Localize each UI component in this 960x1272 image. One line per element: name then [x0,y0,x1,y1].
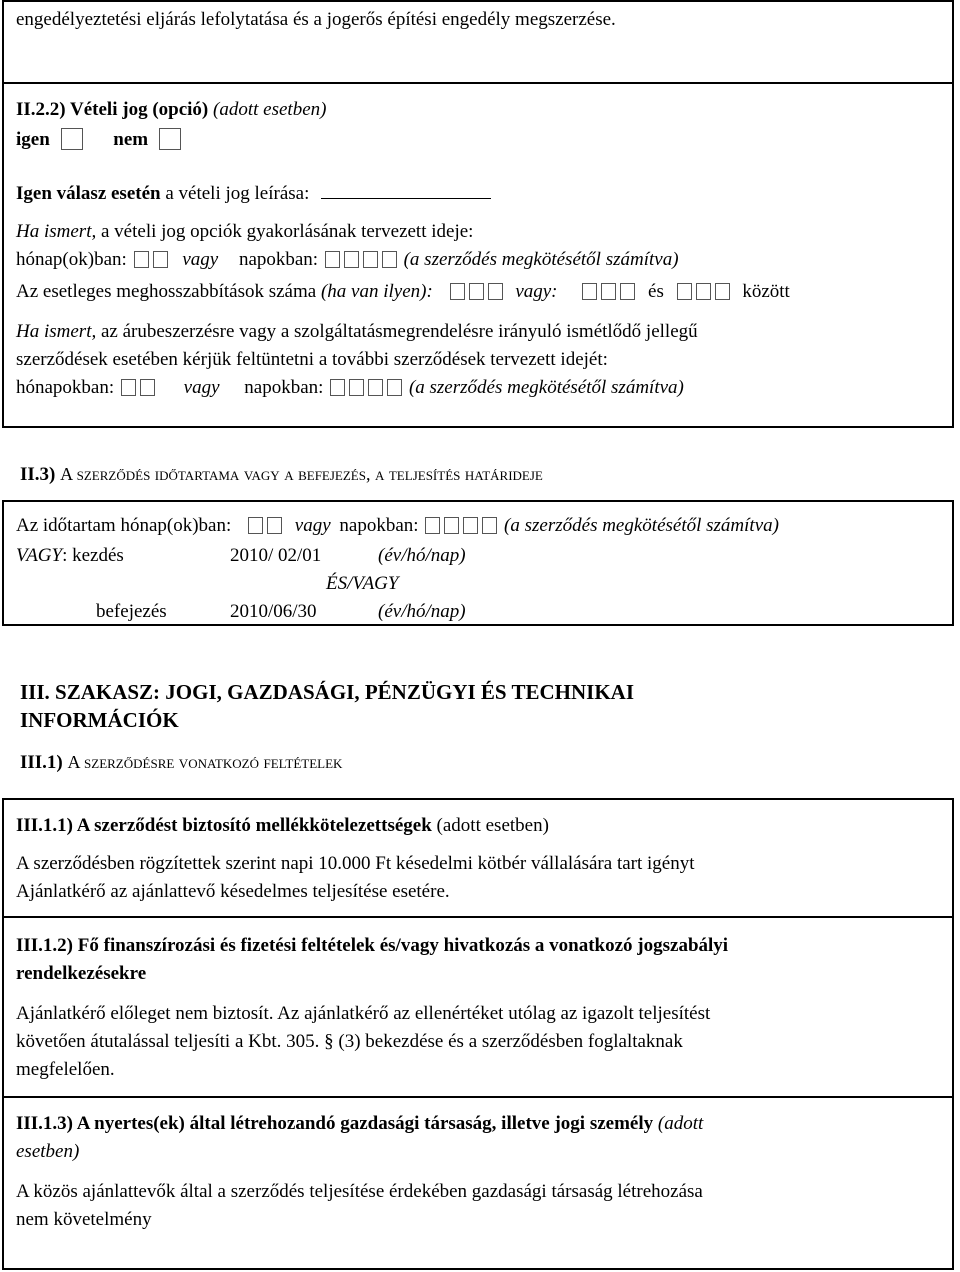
igen-checkbox[interactable] [61,128,83,150]
description-blank[interactable] [321,184,491,199]
iii13-heading1: III.1.3) A nyertes(ek) által létrehozandó gazdasági társaság, illetve jogi személy (adott [16,1113,704,1134]
iii-title-line1: III. SZAKASZ: JOGI, GAZDASÁGI, PÉNZÜGYI ÉS TECHNIKAI [20,680,635,704]
honap-line: hónap(ok)ban: vagy napokban: (a szerződés megkötésétől számítva) [16,249,679,270]
ha-ismert2-line: Ha ismert, az árubeszerzésre vagy a szolgáltatásmegrendelésre irányuló ismétlődő jellegű [16,321,698,342]
section-top-box [2,0,954,84]
duration-month-boxes[interactable] [246,514,284,538]
ext-count-boxes[interactable] [448,280,505,304]
kezdes-date: 2010/ 02/01 [230,545,322,566]
month-boxes[interactable] [132,248,170,272]
iii-title-line2: INFORMÁCIÓK [20,708,179,732]
divider-2 [4,1096,952,1098]
ext-min-boxes[interactable] [580,280,637,304]
duration-day-boxes[interactable] [423,514,499,538]
befejezes-label: befejezés [96,601,167,622]
iii12-body1: Ajánlatkérő előleget nem biztosít. Az ajánlatkérő az ellenértéket utólag az igazolt teljesítést [16,1003,711,1024]
ha-ismert-line: Ha ismert, a vételi jog opciók gyakorlásának tervezett ideje: [16,221,474,242]
iii13-body1: A közös ajánlattevők által a szerződés teljesítése érdekében gazdasági társaság létrehozása [16,1181,703,1202]
iii1-heading: III.1) A szerződésre vonatkozó feltételek [20,752,343,773]
day-boxes-2[interactable] [328,376,404,400]
iii12-heading1: III.1.2) Fő finanszírozási és fizetési feltételek és/vagy hivatkozás a vonatkozó jogszabályi [16,935,729,956]
ii22-heading: II.2.2) Vételi jog (opció) (adott esetben) [16,99,327,120]
ext-max-boxes[interactable] [675,280,732,304]
kezdes-line: VAGY: kezdés [16,545,124,566]
section-ii22-box [2,82,954,428]
befejezes-format: (év/hó/nap) [378,601,466,622]
kezdes-format: (év/hó/nap) [378,545,466,566]
iii13-heading2: esetben) [16,1141,80,1162]
top-text: engedélyeztetési eljárás lefolytatása és a jogerős építési engedély megszerzése. [16,9,616,30]
day-boxes[interactable] [323,248,399,272]
nem-checkbox[interactable] [159,128,181,150]
iii12-body2: követően átutalással teljesíti a Kbt. 305. § (3) bekezdése és a szerződésben foglaltaknak [16,1031,683,1052]
idotartam-line: Az időtartam hónap(ok)ban: vagy napokban: (a szerződés megkötésétől számítva) [16,515,779,536]
iii13-body2: nem követelmény [16,1209,152,1230]
igen-nem-row: igen nem [16,128,183,152]
iii11-body2: Ajánlatkérő az ajánlattevő késedelmes teljesítése esetére. [16,881,450,902]
ii3-heading: II.3) A szerződés időtartama vagy a befejezés, a teljesítés határideje [20,464,543,485]
iii12-body3: megfelelően. [16,1059,115,1080]
section-ii3-box [2,500,954,626]
section-iii1-box [2,798,954,1270]
es-vagy: ÉS/VAGY [326,573,399,594]
igen-valasz-line: Igen válasz esetén a vételi jog leírása: [16,182,491,206]
iii11-body1: A szerződésben rögzítettek szerint napi 10.000 Ft késedelmi kötbér vállalására tart igényt [16,853,695,874]
divider-1 [4,916,952,918]
befejezes-date: 2010/06/30 [230,601,317,622]
iii11-heading: III.1.1) A szerződést biztosító mellékkötelezettségek (adott esetben) [16,815,549,836]
meghossz-line: Az esetleges meghosszabbítások száma (ha van ilyen): vagy: és között [16,281,790,302]
szerzodesek-line: szerződések esetében kérjük feltüntetni a további szerződések tervezett idejét: [16,349,608,370]
month-boxes-2[interactable] [119,376,157,400]
honapokban-line: hónapokban: vagy napokban: (a szerződés megkötésétől számítva) [16,377,684,398]
iii12-heading2: rendelkezésekre [16,963,147,984]
